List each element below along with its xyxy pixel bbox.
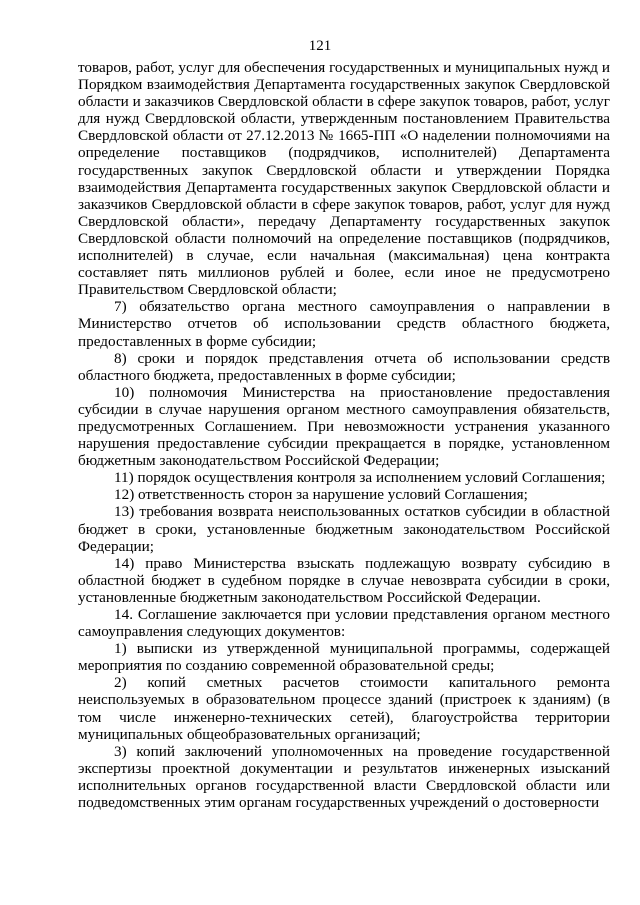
list-item-10: 10) полномочия Министерства на приостановление предоставления субсидии в случае нарушения органом местного самоуправления обязательств, предусмотренных Соглашением. При невозможности устранения указанного нарушения предоставление субсидии прекращается в порядке, установленном бюджетным законодательством Российской Федерации; — [78, 383, 610, 470]
list-item-14: 14) право Министерства взыскать подлежащую возврату субсидию в областной бюджет в судебном порядке в случае невозврата субсидии в сроки, установленные бюджетным законодательством Российской Федерации. — [78, 554, 610, 606]
paragraph-continuation: товаров, работ, услуг для обеспечения государственных и муниципальных нужд и Порядком взаимодействия Департамента государственных закупок Свердловской области и заказчиков Свердловской области в сфере закупок товаров, работ, услуг для нужд Свердловской области, утвержденным постановлением Правительства Свердловской области от 27.12.2013 № 1665-ПП «О наделении полномочиями на определение поставщиков (подрядчиков, исполнителей) Департамента государственных закупок Свердловской области и утверждении Порядка взаимодействия Департамента государственных закупок Свердловской области и заказчиков Свердловской области в сфере закупок товаров, работ, услуг для нужд Свердловской области», передачу Департаменту государственных закупок Свердловской области полномочий на определение поставщиков (подрядчиков, исполнителей) в случае, если начальная (максимальная) цена контракта составляет пять миллионов рублей и более, если иное не предусмотрено Правительством Свердловской области; — [78, 59, 610, 299]
document-list-item-1: 1) выписки из утвержденной муниципальной программы, содержащей мероприятия по созданию современной образовательной среды; — [78, 640, 610, 675]
list-item-11: 11) порядок осуществления контроля за исполнением условий Соглашения; — [114, 469, 606, 487]
list-item-7: 7) обязательство органа местного самоуправления о направлении в Министерство отчетов об использовании средств областного бюджета, предоставленных в форме субсидии; — [78, 298, 610, 350]
page-number: 121 — [308, 38, 332, 54]
list-item-8: 8) сроки и порядок представления отчета об использовании средств областного бюджета, предоставленных в форме субсидии; — [78, 349, 610, 384]
document-body — [78, 59, 610, 811]
list-item-13: 13) требования возврата неиспользованных остатков субсидии в областной бюджет в сроки, установленные бюджетным законодательством Российской Федерации; — [78, 503, 610, 555]
section-14-paragraph: 14. Соглашение заключается при условии представления органом местного самоуправления следующих документов: — [78, 606, 610, 641]
document-list-item-2: 2) копий сметных расчетов стоимости капитального ремонта неиспользуемых в образовательном процессе зданий (пристроек к зданиям) (в том числе инженерно-технических сетей), благоустройства территории муниципальных общеобразовательных организаций; — [78, 674, 610, 743]
list-item-12: 12) ответственность сторон за нарушение условий Соглашения; — [114, 486, 528, 504]
document-list-item-3: 3) копий заключений уполномоченных на проведение государственной экспертизы проектной документации и результатов инженерных изысканий исполнительных органов государственной власти Свердловской области или подведомственных этим органам государственных учреждений о достоверности — [78, 742, 610, 812]
